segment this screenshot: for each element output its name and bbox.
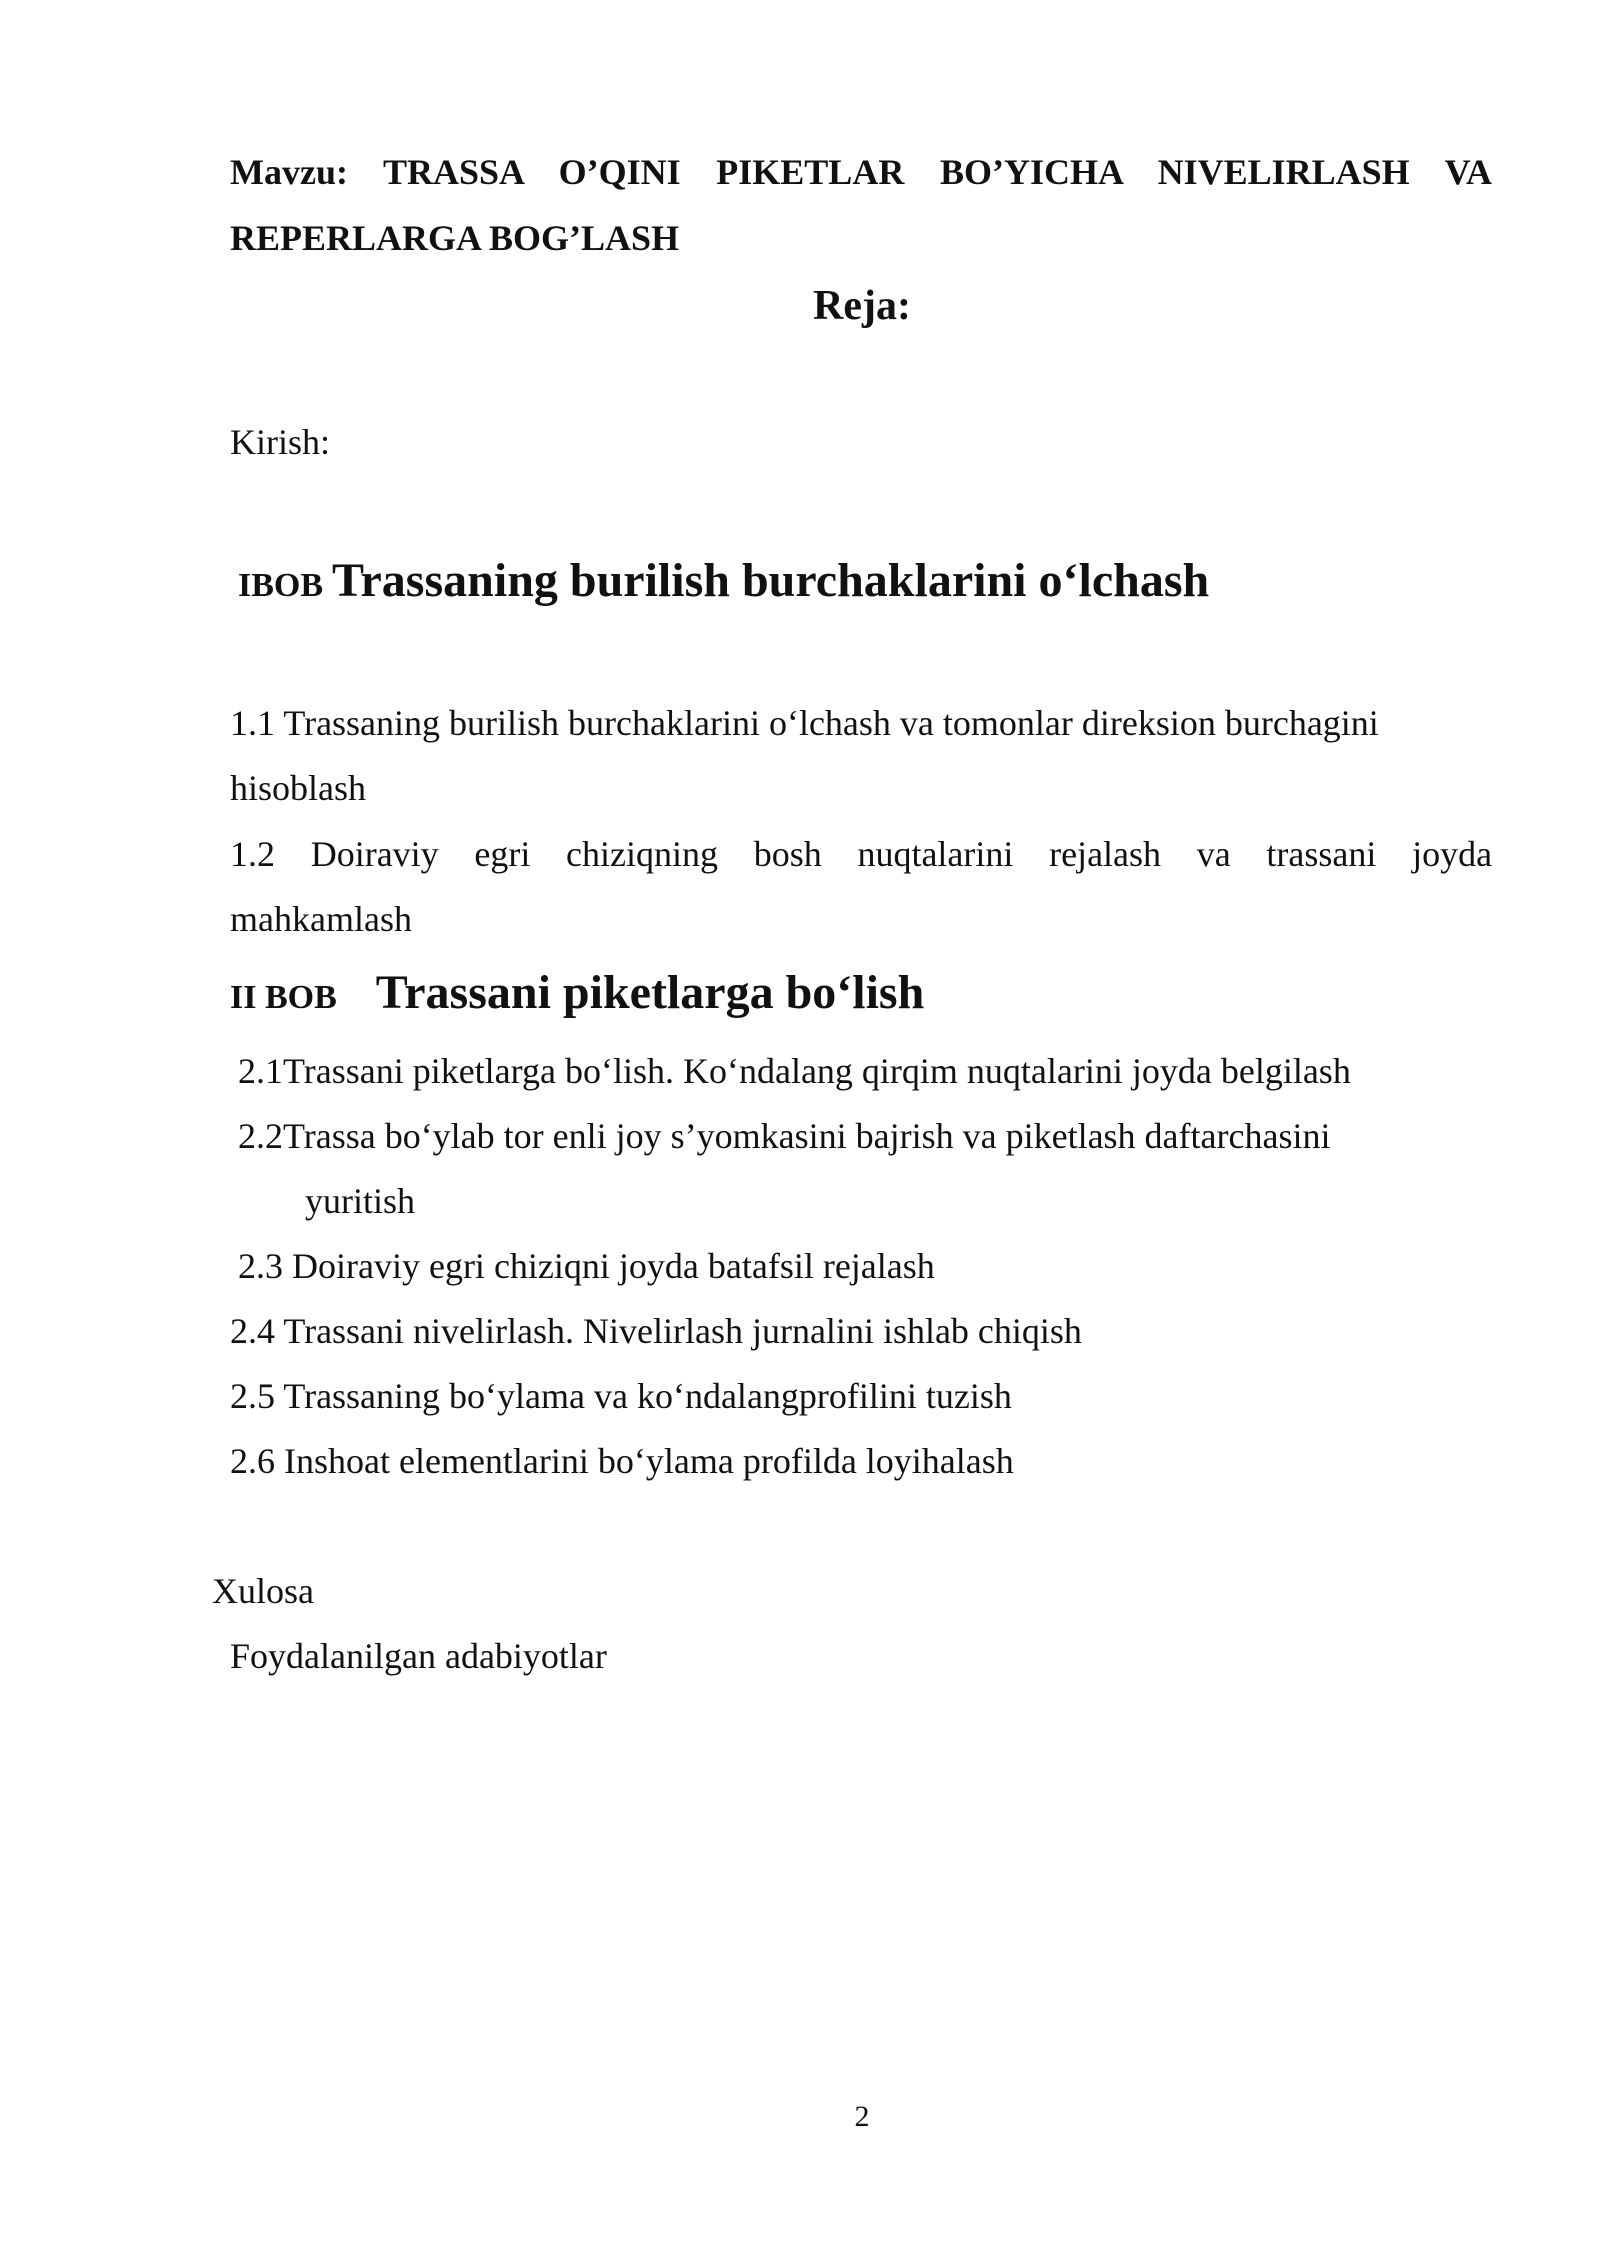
topic-word: BO’YICHA (939, 152, 1122, 192)
topic-word: O’QINI (558, 152, 681, 192)
topic-word: VA (1444, 152, 1493, 192)
toc-word: bosh (753, 834, 822, 874)
toc-item-1-1: 1.1 Trassaning burilish burchaklarini o‘lchash va tomonlar direksion burchagini (230, 703, 1379, 743)
chapter2-heading (230, 965, 924, 1020)
topic-line-2: REPERLARGA BOG’LASH (230, 218, 680, 258)
toc-word: nuqtalarini (857, 834, 1014, 874)
chapter1-number: IBOB (238, 567, 324, 604)
toc-item-2-3: 2.3 Doiraviy egri chiziqni joyda batafsil rejalash (238, 1246, 935, 1286)
plan-heading: Reja: (813, 283, 911, 329)
toc-word: trassani (1266, 834, 1377, 874)
topic-word: PIKETLAR (716, 152, 905, 192)
toc-item-2-6: 2.6 Inshoat elementlarini bo‘ylama profilda loyihalash (230, 1441, 1014, 1481)
intro-item: Kirish: (230, 422, 331, 462)
toc-item-2-1: 2.1Trassani piketlarga bo‘lish. Ko‘ndalang qirqim nuqtalarini joyda belgilash (238, 1051, 1351, 1091)
toc-item-2-4: 2.4 Trassani nivelirlash. Nivelirlash jurnalini ishlab chiqish (230, 1311, 1082, 1351)
toc-item-2-5: 2.5 Trassaning bo‘ylama va ko‘ndalangprofilini tuzish (230, 1376, 1012, 1416)
toc-item-1-1-continuation: hisoblash (230, 768, 367, 808)
topic-word: TRASSA (382, 152, 524, 192)
topic-label: Mavzu: (230, 152, 348, 192)
chapter1-heading (238, 553, 1209, 608)
toc-item-1-2 (230, 834, 1492, 875)
toc-word: rejalash (1049, 834, 1162, 874)
topic-line-1 (230, 152, 1492, 193)
toc-word: Doiraviy (310, 834, 439, 874)
toc-word: egri (474, 834, 531, 874)
toc-word: joyda (1412, 834, 1493, 874)
toc-item-1-2-continuation: mahkamlash (230, 899, 412, 939)
toc-word: chiziqning (566, 834, 719, 874)
page-number: 2 (854, 2100, 870, 2133)
toc-item-2-2-continuation: yuritish (305, 1181, 416, 1221)
chapter2-title: Trassani piketlarga bo‘lish (375, 966, 925, 1019)
chapter1-title: Trassaning burilish burchaklarini o‘lchash (332, 554, 1210, 607)
toc-item-2-2: 2.2Trassa bo‘ylab tor enli joy s’yomkasini bajrish va piketlash daftarchasini (238, 1116, 1331, 1156)
toc-word: va (1196, 834, 1231, 874)
references-item: Foydalanilgan adabiyotlar (230, 1636, 607, 1676)
conclusion-item: Xulosa (212, 1571, 314, 1611)
chapter2-number: II BOB (230, 979, 337, 1016)
toc-word: 1.2 (230, 834, 275, 874)
topic-word: NIVELIRLASH (1157, 152, 1410, 192)
